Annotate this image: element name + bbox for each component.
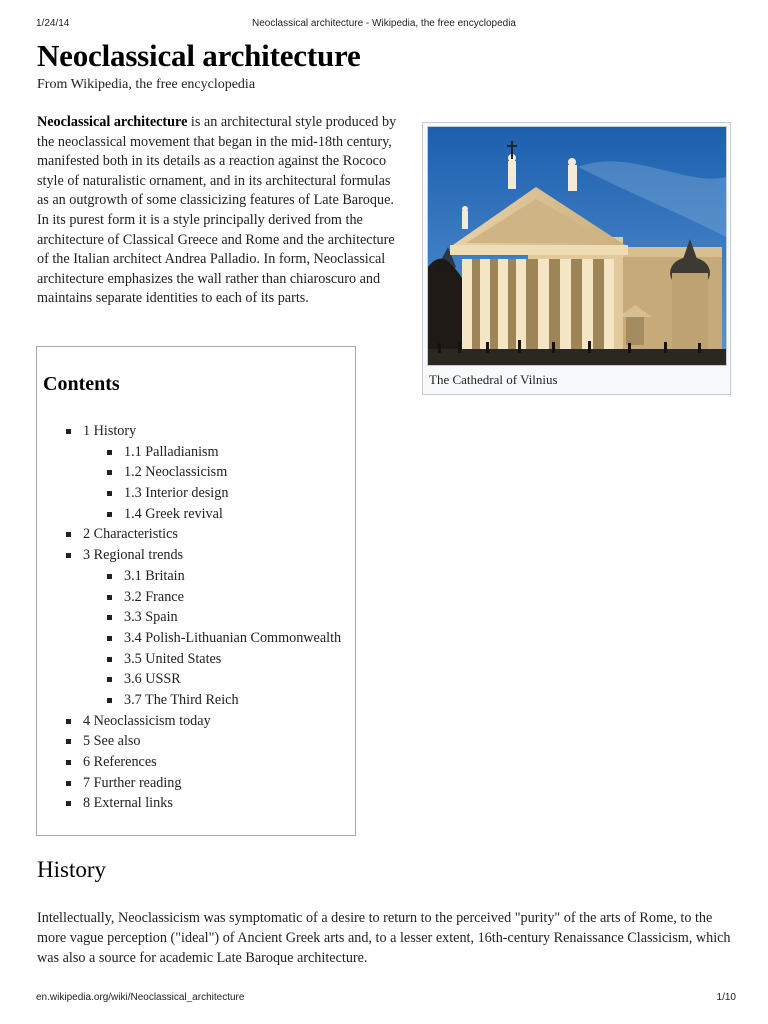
toc-list [37,421,341,814]
lead-text: is an architectural style produced by the neoclassical movement that began in the mid-18th century, manifested both in its details as a reaction against the Rococo style of naturalistic ornament, and in its architectural formulas as an outgrowth of some classicizing features of Late Baroque. In its purest form it is a style principally derived from the architecture of Classical Greece and Rome and the architecture of the Italian architect Andrea Palladio. In form, Neoclassical architecture emphasizes the wall rather than chiaroscuro and maintains separate identities to each of its parts. [37,114,397,307]
toc-item[interactable]: 3.1 Britain [37,566,341,587]
print-url: en.wikipedia.org/wiki/Neoclassical_architecture [36,992,245,1003]
infobox-thumbnail [422,122,731,395]
toc-item[interactable]: 3.6 USSR [37,669,341,690]
lead-paragraph [37,113,399,309]
toc-item[interactable]: 3.2 France [37,587,341,608]
page-tagline: From Wikipedia, the free encyclopedia [37,77,256,92]
toc-item[interactable]: 3.3 Spain [37,607,341,628]
toc-item[interactable]: 1.2 Neoclassicism [37,462,341,483]
toc-item[interactable]: 4 Neoclassicism today [37,711,341,732]
print-footer [0,992,768,1006]
infobox-caption: The Cathedral of Vilnius [429,372,558,387]
print-page-number: 1/10 [716,992,736,1003]
toc-item[interactable]: 3.7 The Third Reich [37,690,341,711]
toc-item[interactable]: 1.1 Palladianism [37,442,341,463]
lead-bold-term[interactable]: Neoclassical architecture [37,114,188,130]
print-document-title: Neoclassical architecture - Wikipedia, the free encyclopedia [251,18,516,29]
toc-item[interactable]: 8 External links [37,793,341,814]
table-of-contents [36,346,356,836]
toc-item[interactable]: 6 References [37,752,341,773]
page-title: Neoclassical architecture [37,38,361,73]
toc-item[interactable]: 5 See also [37,731,341,752]
toc-title: Contents [43,373,120,395]
toc-item[interactable]: 1 History [37,421,341,442]
toc-item[interactable]: 7 Further reading [37,773,341,794]
toc-item[interactable]: 1.3 Interior design [37,483,341,504]
cathedral-image[interactable] [427,126,727,366]
toc-item[interactable]: 3.5 United States [37,649,341,670]
toc-item[interactable]: 3.4 Polish-Lithuanian Commonwealth [37,628,341,649]
section-heading-history: History [37,857,106,882]
print-header [0,18,768,32]
toc-item[interactable]: 2 Characteristics [37,524,341,545]
toc-item[interactable]: 1.4 Greek revival [37,504,341,525]
print-date: 1/24/14 [36,18,70,29]
section-body-history: Intellectually, Neoclassicism was symptomatic of a desire to return to the perceived "purity" of the arts of Rome, to the more vague perception ("ideal") of Ancient Greek arts and, to a lesser extent, 16th-century Renaissance Classicism, which was also a source for academic Late Baroque architecture. [37,910,731,967]
toc-item[interactable]: 3 Regional trends [37,545,341,566]
